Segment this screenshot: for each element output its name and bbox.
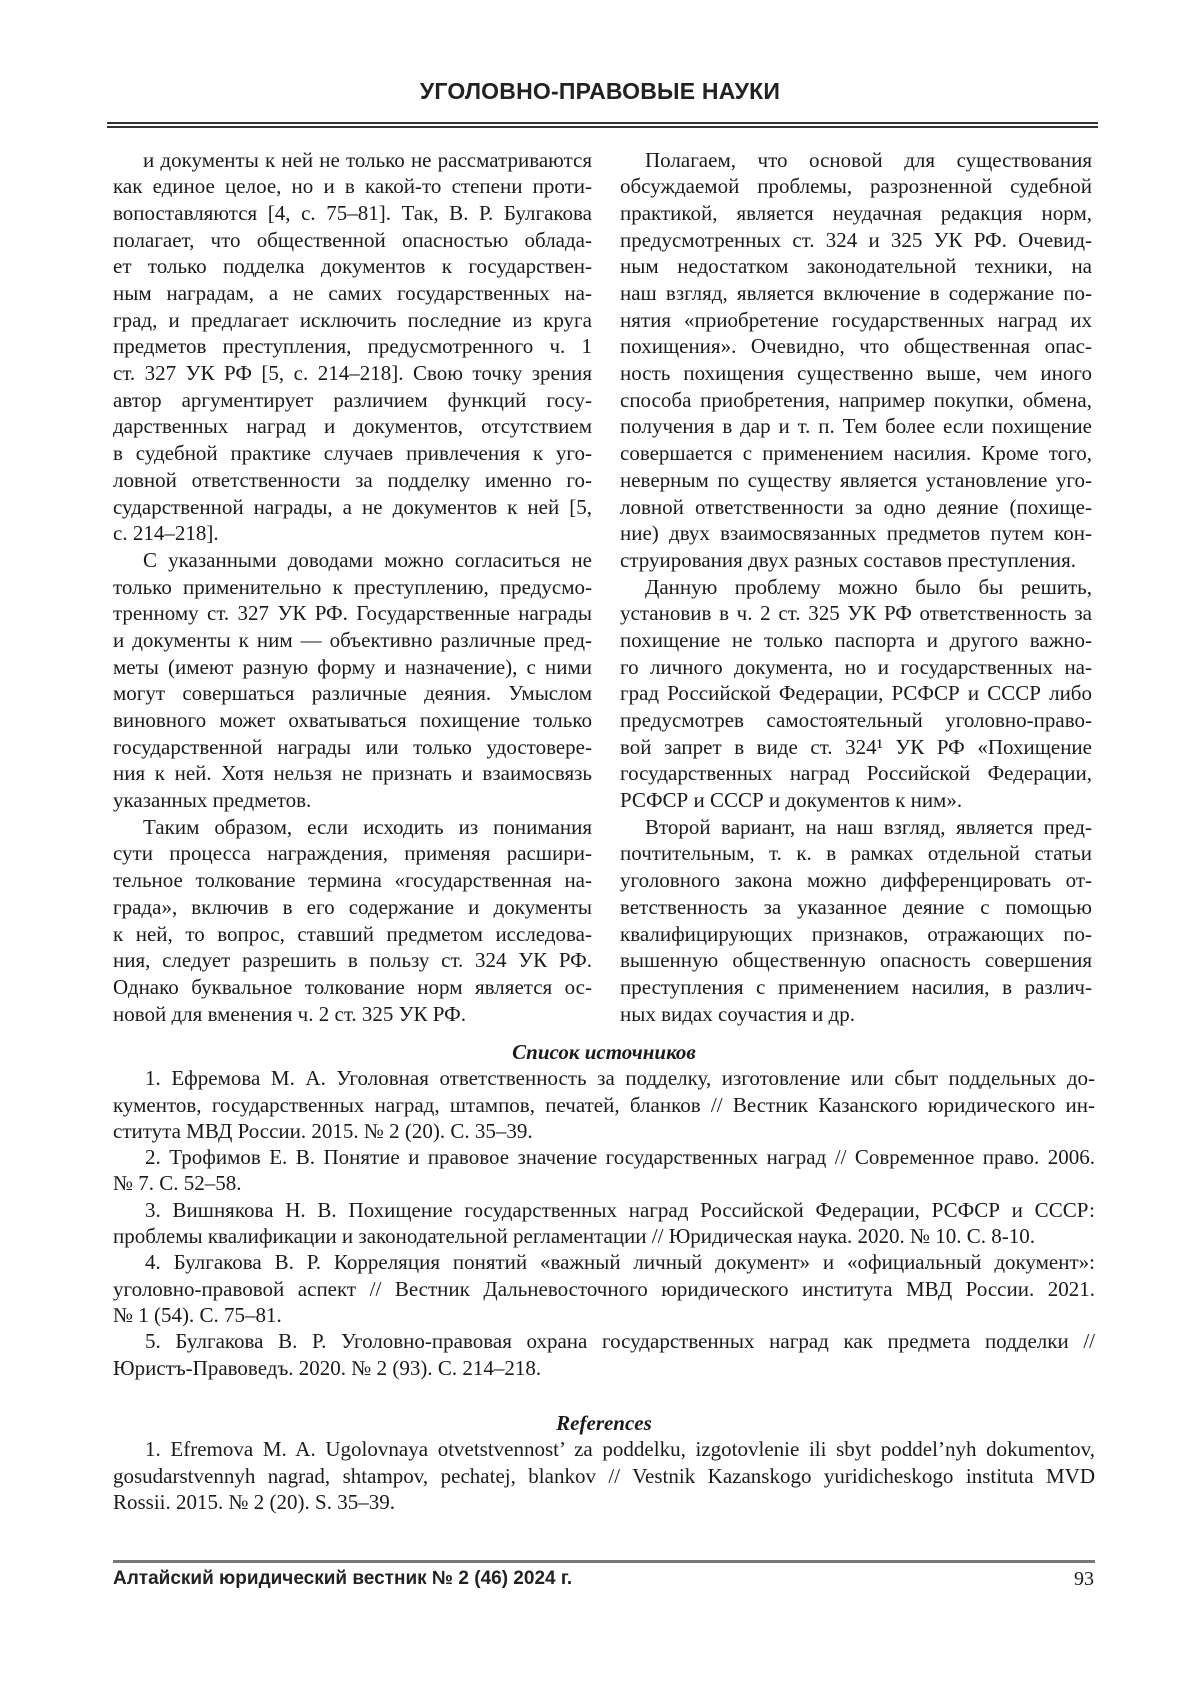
text-line: могут совершаться различные деяния. Умыслом — [113, 680, 592, 707]
references-heading: References — [113, 1410, 1095, 1436]
text-line: уголовного закона можно дифференцировать от- — [620, 867, 1092, 894]
text-line: способа приобретения, например покупки, обмена, — [620, 387, 1092, 414]
text-line: 5. Булгакова В. Р. Уголовно-правовая охрана государственных наград как предмета подделки // — [113, 1328, 1095, 1354]
text-line: 3. Вишнякова Н. В. Похищение государственных наград Российской Федерации, РСФСР и СССР: — [113, 1197, 1095, 1223]
text-line: Rossii. 2015. № 2 (20). S. 35–39. — [113, 1489, 1095, 1515]
paragraph — [620, 147, 1092, 574]
text-line: С указанными доводами можно согласиться не — [113, 547, 592, 574]
text-line: 2. Трофимов Е. В. Понятие и правовое значение государственных наград // Современное право. 2006. — [113, 1144, 1095, 1170]
text-line: струирования двух разных составов преступления. — [620, 547, 1092, 574]
text-line: Второй вариант, на наш взгляд, является пред- — [620, 814, 1092, 841]
text-line: виновного может охватываться похищение только — [113, 707, 592, 734]
source-item — [113, 1249, 1095, 1328]
source-item — [113, 1065, 1095, 1144]
text-line: град, и предлагает исключить последние из круга — [113, 307, 592, 334]
text-line: меты (имеют разную форму и назначение), с ними — [113, 654, 592, 681]
text-line: 1. Efremova M. A. Ugolovnaya otvetstvennost’ za poddelku, izgotovlenie ili sbyt poddel’nyh dokumentov, — [113, 1436, 1095, 1462]
text-line: ние) двух взаимосвязанных предметов путем кон- — [620, 520, 1092, 547]
references-list — [113, 1410, 1095, 1515]
sources-heading: Список источников — [113, 1039, 1095, 1065]
text-line: 4. Булгакова В. Р. Корреляция понятий «важный личный документ» и «официальный документ»: — [113, 1249, 1095, 1275]
text-line: к ней, то вопрос, ставший предметом исследова- — [113, 921, 592, 948]
text-line: ным наградам, а не самих государственных на- — [113, 280, 592, 307]
paragraph — [113, 547, 592, 814]
text-line: ловной ответственности за подделку именно го- — [113, 467, 592, 494]
paragraph — [620, 814, 1092, 1028]
text-line: государственной награды или только удостовере- — [113, 734, 592, 761]
text-line: почтительным, т. к. в рамках отдельной статьи — [620, 840, 1092, 867]
text-line: предусмотрев самостоятельный уголовно-право- — [620, 707, 1092, 734]
text-line: государственных наград Российской Федерации, — [620, 760, 1092, 787]
text-line: ет только подделка документов к государствен- — [113, 253, 592, 280]
text-line: сути процесса награждения, применяя расшири- — [113, 840, 592, 867]
text-line: и документы к ним — объективно различные пред- — [113, 627, 592, 654]
text-line: ния к ней. Хотя нельзя не признать и взаимосвязь — [113, 760, 592, 787]
text-line: совершается с применением насилия. Кроме того, — [620, 440, 1092, 467]
text-line: с. 214–218]. — [113, 520, 592, 547]
footer-rule — [113, 1560, 1095, 1563]
text-line: тельное толкование термина «государственная на- — [113, 867, 592, 894]
text-line: Полагаем, что основой для существования — [620, 147, 1092, 174]
text-line: РСФСР и СССР и документов к ним». — [620, 787, 1092, 814]
text-line: ность похищения существенно выше, чем иного — [620, 360, 1092, 387]
text-line: Однако буквальное толкование норм является ос- — [113, 974, 592, 1001]
text-line: квалифицирующих признаков, отражающих по- — [620, 921, 1092, 948]
text-line: наш взгляд, является включение в содержание по- — [620, 280, 1092, 307]
text-line: града», включив в его содержание и документы — [113, 894, 592, 921]
text-line: го личного документа, но и государственных на- — [620, 654, 1092, 681]
text-line: преступления с применением насилия, в различ- — [620, 974, 1092, 1001]
text-line: Юристъ-Правоведъ. 2020. № 2 (93). С. 214–218. — [113, 1355, 1095, 1381]
header-rule-thin — [107, 122, 1098, 124]
source-item — [113, 1328, 1095, 1381]
text-line: как единое целое, но и в какой-то степени проти- — [113, 173, 592, 200]
text-line: новой для вменения ч. 2 ст. 325 УК РФ. — [113, 1001, 592, 1028]
reference-item — [113, 1436, 1095, 1515]
text-line: gosudarstvennyh nagrad, shtampov, pechatej, blankov // Vestnik Kazanskogo yuridicheskogo instituta MVD — [113, 1463, 1095, 1489]
text-line: № 7. С. 52–58. — [113, 1170, 1095, 1196]
section-title: УГОЛОВНО-ПРАВОВЫЕ НАУКИ — [0, 78, 1200, 105]
text-line: сударственной награды, а не документов к ней [5, — [113, 494, 592, 521]
text-line: 1. Ефремова М. А. Уголовная ответственность за подделку, изготовление или сбыт поддельных до- — [113, 1065, 1095, 1091]
text-line: и документы к ней не только не рассматриваются — [113, 147, 592, 174]
page-number: 93 — [1074, 1567, 1094, 1591]
text-line: Данную проблему можно было бы решить, — [620, 574, 1092, 601]
text-line: ст. 327 УК РФ [5, с. 214–218]. Свою точку зрения — [113, 360, 592, 387]
text-line: установив в ч. 2 ст. 325 УК РФ ответственность за — [620, 600, 1092, 627]
text-line: уголовно-правовой аспект // Вестник Дальневосточного юридического института МВД России. 2021. — [113, 1276, 1095, 1302]
text-line: ловной ответственности за одно деяние (похище- — [620, 494, 1092, 521]
text-line: в судебной практике случаев привлечения к уго- — [113, 440, 592, 467]
text-line: Таким образом, если исходить из понимания — [113, 814, 592, 841]
text-line: град Российской Федерации, РСФСР и СССР либо — [620, 680, 1092, 707]
text-line: № 1 (54). С. 75–81. — [113, 1302, 1095, 1328]
paragraph — [620, 574, 1092, 814]
text-line: получения в дар и т. п. Тем более если похищение — [620, 413, 1092, 440]
text-line: вышенную общественную опасность совершения — [620, 947, 1092, 974]
text-line: тренному ст. 327 УК РФ. Государственные награды — [113, 600, 592, 627]
text-line: автор аргументирует различием функций госу- — [113, 387, 592, 414]
text-line: полагает, что общественной опасностью облада- — [113, 227, 592, 254]
footer-journal-title: Алтайский юридический вестник № 2 (46) 2024 г. — [113, 1567, 572, 1591]
article-column-right — [620, 147, 1092, 1028]
text-line: вой запрет в виде ст. 324¹ УК РФ «Похищение — [620, 734, 1092, 761]
text-line: похищение не только паспорта и другого важно- — [620, 627, 1092, 654]
sources-list — [113, 1039, 1095, 1381]
text-line: указанных предметов. — [113, 787, 592, 814]
text-line: ным недостатком законодательной техники, на — [620, 253, 1092, 280]
text-line: кументов, государственных наград, штампов, печатей, бланков // Вестник Казанского юридического ин- — [113, 1092, 1095, 1118]
text-line: похищения». Очевидно, что общественная опас- — [620, 333, 1092, 360]
text-line: ветственность за указанное деяние с помощью — [620, 894, 1092, 921]
text-line: неверным по существу является установление уго- — [620, 467, 1092, 494]
text-line: только применительно к преступлению, предусмо- — [113, 574, 592, 601]
text-line: проблемы квалификации и законодательной регламентации // Юридическая наука. 2020. № 10. С. 8-10. — [113, 1223, 1095, 1249]
source-item — [113, 1197, 1095, 1250]
text-line: предусмотренных ст. 324 и 325 УК РФ. Очевид- — [620, 227, 1092, 254]
text-line: предметов преступления, предусмотренного ч. 1 — [113, 333, 592, 360]
article-column-left — [113, 147, 592, 1028]
paragraph — [113, 147, 592, 547]
text-line: вопоставляются [4, с. 75–81]. Так, В. Р. Булгакова — [113, 200, 592, 227]
text-line: практикой, является неудачная редакция норм, — [620, 200, 1092, 227]
paragraph — [113, 814, 592, 1028]
header-rule-thick — [107, 126, 1098, 129]
source-item — [113, 1144, 1095, 1197]
text-line: нятия «приобретение государственных наград их — [620, 307, 1092, 334]
text-line: ных видах соучастия и др. — [620, 1001, 1092, 1028]
text-line: ститута МВД России. 2015. № 2 (20). С. 35–39. — [113, 1118, 1095, 1144]
text-line: ния, следует разрешить в пользу ст. 324 УК РФ. — [113, 947, 592, 974]
text-line: обсуждаемой проблемы, разрозненной судебной — [620, 173, 1092, 200]
text-line: дарственных наград и документов, отсутствием — [113, 413, 592, 440]
